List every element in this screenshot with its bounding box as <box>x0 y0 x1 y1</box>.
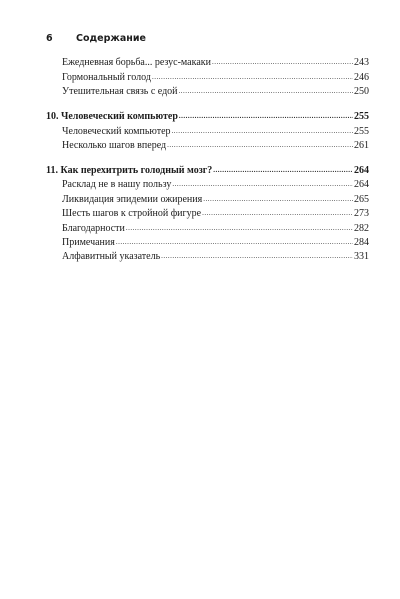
dot-leader <box>212 56 353 69</box>
running-head <box>46 33 146 49</box>
toc-entry-page: 250 <box>354 86 369 97</box>
toc-entry-title: Ликвидация эпидемии ожирения <box>62 194 203 205</box>
toc-entry[interactable] <box>46 222 369 235</box>
toc-entry-page: 264 <box>354 179 369 190</box>
dot-leader <box>202 207 353 220</box>
toc-entry[interactable] <box>46 178 369 191</box>
toc-chapter-entry[interactable] <box>46 164 369 177</box>
dot-leader <box>179 110 353 123</box>
dot-leader <box>152 71 353 84</box>
toc-entry-title: Несколько шагов вперед <box>62 140 167 151</box>
toc-entry-title: Человеческий компьютер <box>62 126 171 137</box>
toc-entry-page: 243 <box>354 57 369 68</box>
toc-entry[interactable] <box>46 56 369 69</box>
page-number: 6 <box>46 33 53 44</box>
toc-entry[interactable] <box>46 139 369 152</box>
toc-entry-title: Ежедневная борьба... резус-макаки <box>62 57 211 68</box>
toc-entry-page: 265 <box>354 194 369 205</box>
dot-leader <box>172 178 353 191</box>
dot-leader <box>213 164 353 177</box>
toc-entry-title: Шесть шагов к стройной фигуре <box>62 208 202 219</box>
toc-entry-title: Расклад не в нашу пользу <box>62 179 172 190</box>
toc-entry[interactable] <box>46 125 369 138</box>
toc-entry-title: Гормональный голод <box>62 72 151 83</box>
toc-entry[interactable] <box>46 193 369 206</box>
toc-entry-page: 246 <box>354 72 369 83</box>
dot-leader <box>126 222 353 235</box>
toc-entry-title: Утешительная связь с едой <box>62 86 178 97</box>
toc-entry-page: 261 <box>354 140 369 151</box>
dot-leader <box>167 139 353 152</box>
toc-entry-title: Благодарности <box>62 223 125 234</box>
toc-entry-page: 331 <box>354 251 369 262</box>
toc-entry[interactable] <box>46 207 369 220</box>
dot-leader <box>179 85 353 98</box>
dot-leader <box>161 250 353 263</box>
toc-chapter-page: 255 <box>354 111 369 122</box>
toc-entry-page: 284 <box>354 237 369 248</box>
toc-entry[interactable] <box>46 85 369 98</box>
dot-leader <box>203 193 353 206</box>
toc-entry-title: Примечания <box>62 237 115 248</box>
toc-entry[interactable] <box>46 236 369 249</box>
toc-entry-title: Алфавитный указатель <box>62 251 161 262</box>
dot-leader <box>116 236 353 249</box>
toc-entry-page: 255 <box>354 126 369 137</box>
toc-chapter-title: 10. Человеческий компьютер <box>46 111 178 122</box>
dot-leader <box>172 125 353 138</box>
toc-chapter-page: 264 <box>354 165 369 176</box>
toc-entry[interactable] <box>46 250 369 263</box>
toc-entry-page: 282 <box>354 223 369 234</box>
toc-chapter-title: 11. Как перехитрить голодный мозг? <box>46 165 213 176</box>
toc-entry[interactable] <box>46 71 369 84</box>
toc-entry-page: 273 <box>354 208 369 219</box>
toc-chapter-entry[interactable] <box>46 110 369 123</box>
running-head-title: Содержание <box>76 33 146 44</box>
